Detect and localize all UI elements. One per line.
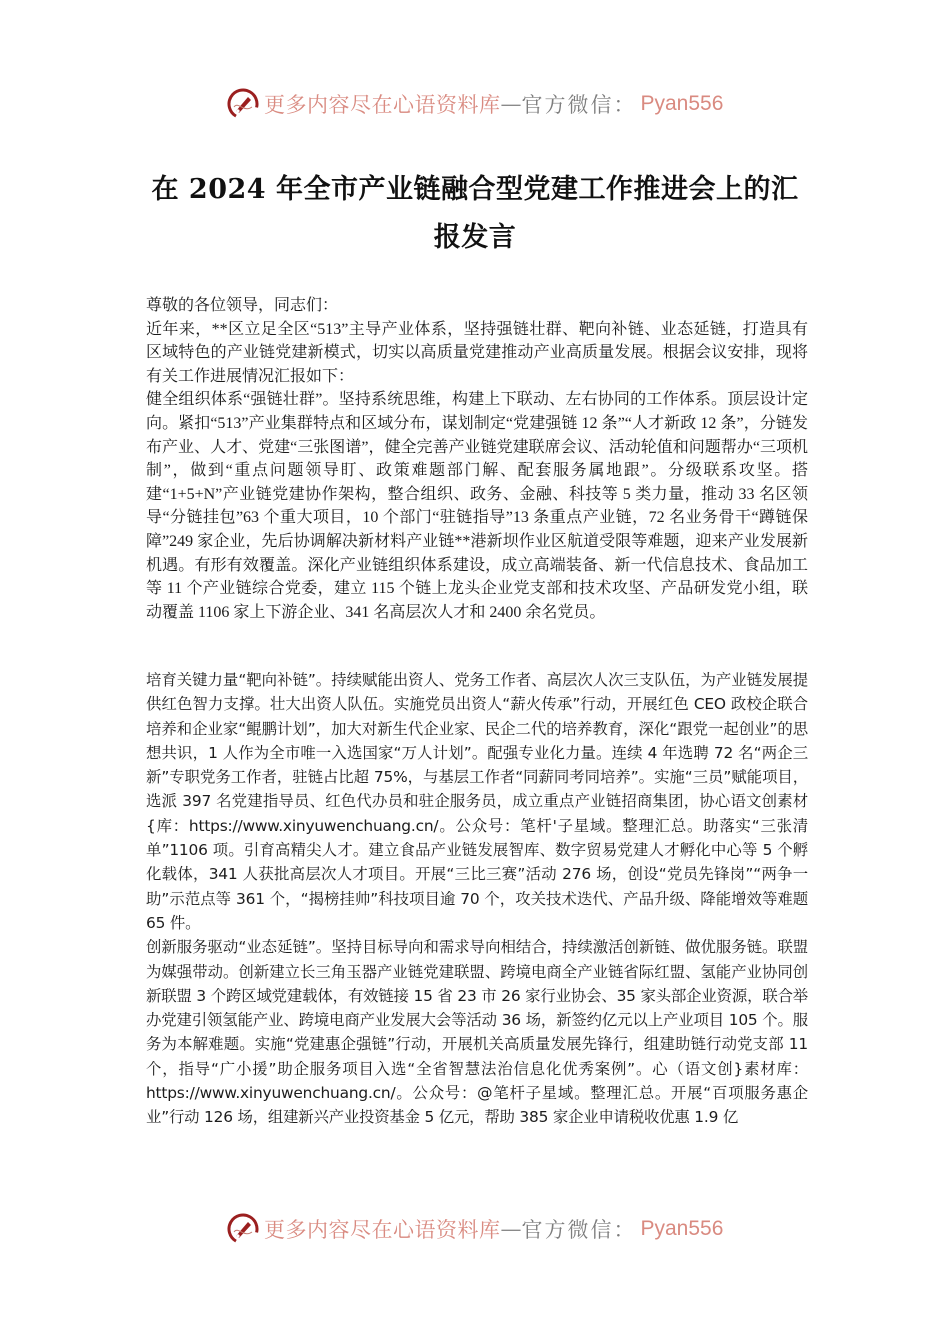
quill-pen-circle-icon <box>226 87 260 121</box>
quill-pen-circle-icon <box>226 1212 260 1246</box>
wechat-label: 官方微信： <box>521 1218 637 1242</box>
document-title: 在 2024 年全市产业链融合型党建工作推进会上的汇报发言 <box>151 174 799 254</box>
document-body-part-2 <box>146 668 808 1130</box>
section-2-paragraph: 培育关键力量“靶向补链”。持续赋能出资人、党务工作者、高层次人次三支队伍，为产业链发展提供红色智力支撑。壮大出资人队伍。实施党员出资人“薪火传承”行动，开展红色 CEO 政校企联合培养和企业家“鲲鹏计划”，加大对新生代企业家、民企二代的培养教育，深化“跟党一起创业”的思想共识，1 人作为全市唯一入选国家“万人计划”。配强专业化力量。连续 4 年选聘 72 名“两企三新”专职党务工作者，驻链占比超 75%，与基层工作者“同薪同考同培养”。实施“三员”赋能项目，选派 397 名党建指导员、红色代办员和驻企服务员，成立重点产业链招商集团，协心语文创素材{库：https://www.xinyuwenchuang.cn/。公众号：笔杆'子星域。整理汇总。助落实“三张清单”1106 项。引育高精尖人才。建立食品产业链发展智库、数字贸易党建人才孵化中心等 5 个孵化载体，341 人获批高层次人才项目。开展“三比三赛”活动 276 场，创设“党员先锋岗”“两争一助”示范点等 361 个，“揭榜挂帅”科技项目逾 70 个，攻关技术迭代、产品升级、降能增效等难题 65 件。 <box>146 671 808 932</box>
section-3-paragraph: 创新服务驱动“业态延链”。坚持目标导向和需求导向相结合，持续激活创新链、做优服务链。联盟为媒强带动。创新建立长三角玉器产业链党建联盟、跨境电商全产业链省际红盟、氢能产业协同创新联盟 3 个跨区域党建载体，有效链接 15 省 23 市 26 家行业协会、35 家头部企业资源，联合举办党建引领氢能产业、跨境电商产业发展大会等活动 36 场，新签约亿元以上产业项目 105 个。服务为本解难题。实施“党建惠企强链”行动，开展机关高质量发展先锋行，组建助链行动党支部 11 个，指导“广小援”助企服务项目入选“全省智慧法治信息化优秀案例”。心（语文创}素材库：https://www.xinyuwenchuang.cn/。公众号：@笔杆子星域。整理汇总。开展“百项服务惠企业”行动 126 场，组建新兴产业投资基金 5 亿元，帮助 385 家企业申请税收优惠 1.9 亿 <box>146 938 808 1127</box>
salutation: 尊敬的各位领导，同志们： <box>146 297 339 314</box>
wechat-handle: Pyan556 <box>640 92 724 115</box>
intro-paragraph: 近年来，**区立足全区“513”主导产业体系，坚持强链壮群、靶向补链、业态延链，打造具有区域特色的产业链党建新模式，切实以高质量党建推动产业高质量发展。根据会议安排，现将有关工作进展情况汇报如下： <box>146 320 808 385</box>
brand-text: 更多内容尽在心语资料库 <box>264 1218 501 1242</box>
section-1-paragraph: 健全组织体系“强链壮群”。坚持系统思维，构建上下联动、左右协同的工作体系。顶层设计定向。紧扣“513”产业集群特点和区域分布，谋划制定“党建强链 12 条”“人才新政 12 条”，分链发布产业、人才、党建“三张图谱”，健全完善产业链党建联席会议、活动轮值和问题帮办“三项机制”，做到“重点问题领导盯、政策难题部门解、配套服务属地跟”。分级联系攻坚。搭建“1+5+N”产业链党建协作架构，整合组织、政务、金融、科技等 5 类力量，推动 33 名区领导“分链挂包”63 个重大项目，10 个部门“驻链指导”13 条重点产业链，72 名业务骨干“蹲链保障”249 家企业，先后协调解决新材料产业链**港新坝作业区航道受限等难题，迎来产业发展新机遇。有形有效覆盖。深化产业链组织体系建设，成立高端装备、新一代信息技术、食品加工等 11 个产业链综合党委，建立 115 个链上龙头企业党支部和技术攻坚、产品研发党小组，联动覆盖 1106 家上下游企业、341 名高层次人才和 2400 余名党员。 <box>146 391 808 621</box>
brand-text: 更多内容尽在心语资料库 <box>264 93 501 117</box>
document-body-part-1 <box>146 294 808 624</box>
wechat-label: 官方微信： <box>521 93 637 117</box>
wechat-handle: Pyan556 <box>640 1217 724 1240</box>
dash-separator: — <box>500 92 522 116</box>
dash-separator: — <box>500 1217 522 1241</box>
header-watermark-banner <box>226 82 726 126</box>
footer-watermark-banner <box>226 1207 726 1251</box>
